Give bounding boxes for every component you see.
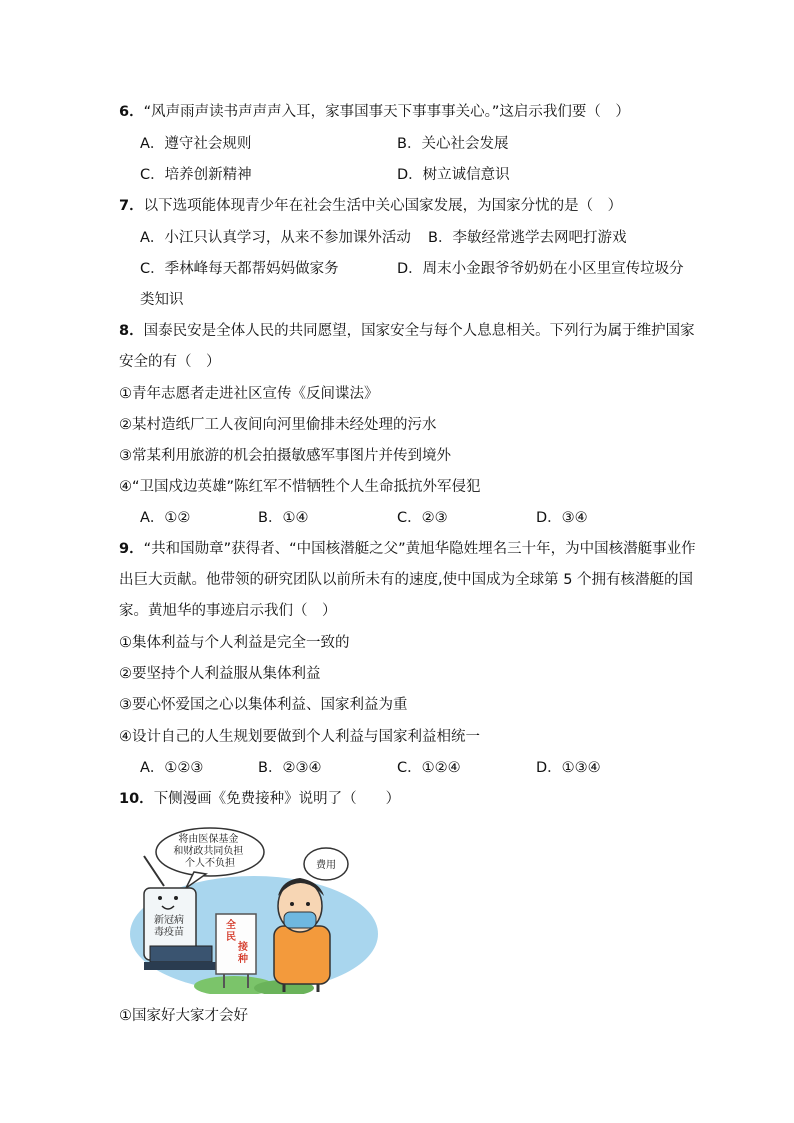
- question-text: 以下选项能体现青少年在社会生活中关心国家发展，为国家分忧的是（ ）: [143, 198, 623, 214]
- question-8-stem: [119, 321, 695, 341]
- vial-eye: [158, 896, 162, 900]
- q9-item-3: ③要心怀爱国之心以集体利益、国家利益为重: [119, 697, 408, 713]
- face-mask: [284, 912, 316, 928]
- q9-item-4: ④设计自己的人生规划要做到个人利益与国家利益相统一: [119, 729, 480, 745]
- bubble-left-line1: 将由医保基金: [178, 834, 239, 845]
- vial-base: [150, 946, 212, 962]
- question-number: 6．: [119, 104, 144, 120]
- man-body: [274, 926, 330, 984]
- free-vaccination-cartoon: [124, 826, 378, 994]
- q6-option-d: D．树立诚信意识: [397, 167, 510, 183]
- man-eye: [306, 902, 310, 906]
- q6-option-c: C．培养创新精神: [140, 167, 252, 183]
- question-text: 国泰民安是全体人民的共同愿望，国家安全与每个人息息相关。下列行为属于维护国家: [143, 323, 695, 339]
- q6-option-b: B．关心社会发展: [397, 136, 509, 152]
- question-text: 下侧漫画《免费接种》说明了（ ）: [153, 791, 401, 807]
- q6-option-a: A．遵守社会规则: [140, 136, 252, 152]
- question-8-stem-line2: 安全的有（ ）: [119, 354, 221, 370]
- q10-item-1: ①国家好大家才会好: [119, 1008, 248, 1024]
- man-eye: [290, 902, 294, 906]
- question-text: “风声雨声读书声声声入耳，家事国事天下事事事关心。”这启示我们要（ ）: [143, 104, 630, 120]
- q7-option-c: C．季林峰每天都帮妈妈做家务: [140, 261, 339, 277]
- vaccine-label-line2: 毒疫苗: [154, 927, 184, 938]
- bubble-left-line2: 和财政共同负担: [173, 846, 244, 857]
- q7-option-b: B．李敏经常逃学去网吧打游戏: [428, 230, 627, 246]
- q9-item-1: ①集体利益与个人利益是完全一致的: [119, 635, 350, 651]
- q8-option-c: C．②③: [397, 510, 448, 526]
- question-number: 8．: [119, 323, 144, 339]
- bubble-left-line3: 个人不负担: [185, 858, 235, 869]
- question-text: “共和国勋章”获得者、“中国核潜艇之父”黄旭华隐姓埋名三十年，为中国核潜艇事业作: [143, 541, 696, 557]
- vaccine-label-line1: 新冠病: [154, 915, 184, 926]
- q8-item-1: ①青年志愿者走进社区宣传《反间谍法》: [119, 386, 379, 402]
- question-10-stem: [119, 789, 400, 809]
- q9-option-b: B．②③④: [258, 760, 322, 776]
- sign-char: 接: [238, 942, 248, 953]
- question-6-stem: [119, 102, 630, 122]
- bubble-right-text: 费用: [316, 860, 336, 871]
- vial-stand: [144, 962, 216, 970]
- q7-option-a: A．小江只认真学习，从来不参加课外活动: [140, 230, 411, 246]
- question-number: 10．: [119, 791, 154, 807]
- q9-option-d: D．①③④: [536, 760, 601, 776]
- q9-option-a: A．①②③: [140, 760, 204, 776]
- question-7-stem: [119, 196, 622, 216]
- sign-char: 全: [226, 920, 236, 931]
- q7-option-d-continued: 类知识: [140, 292, 184, 308]
- q8-item-2: ②某村造纸厂工人夜间向河里偷排未经处理的污水: [119, 417, 437, 433]
- q9-option-c: C．①②④: [397, 760, 461, 776]
- q8-item-4: ④“卫国戍边英雄”陈红军不惜牺牲个人生命抵抗外军侵犯: [119, 479, 481, 495]
- question-number: 9．: [119, 541, 144, 557]
- question-9-stem-line2: 出巨大贡献。他带领的研究团队以前所未有的速度,使中国成为全球第 5 个拥有核潜艇的国: [119, 572, 694, 588]
- q8-option-d: D．③④: [536, 510, 588, 526]
- sign-char: 种: [238, 954, 248, 965]
- sign-char: 民: [226, 932, 236, 943]
- q9-item-2: ②要坚持个人利益服从集体利益: [119, 666, 321, 682]
- question-number: 7．: [119, 198, 144, 214]
- question-9-stem-line3: 家。黄旭华的事迹启示我们（ ）: [119, 603, 337, 619]
- question-9-stem: [119, 539, 696, 559]
- q7-option-d: D．周末小金跟爷爷奶奶在小区里宣传垃圾分: [397, 261, 684, 277]
- q8-option-a: A．①②: [140, 510, 191, 526]
- vial-eye: [174, 896, 178, 900]
- q8-option-b: B．①④: [258, 510, 309, 526]
- q8-item-3: ③常某利用旅游的机会拍摄敏感军事图片并传到境外: [119, 448, 451, 464]
